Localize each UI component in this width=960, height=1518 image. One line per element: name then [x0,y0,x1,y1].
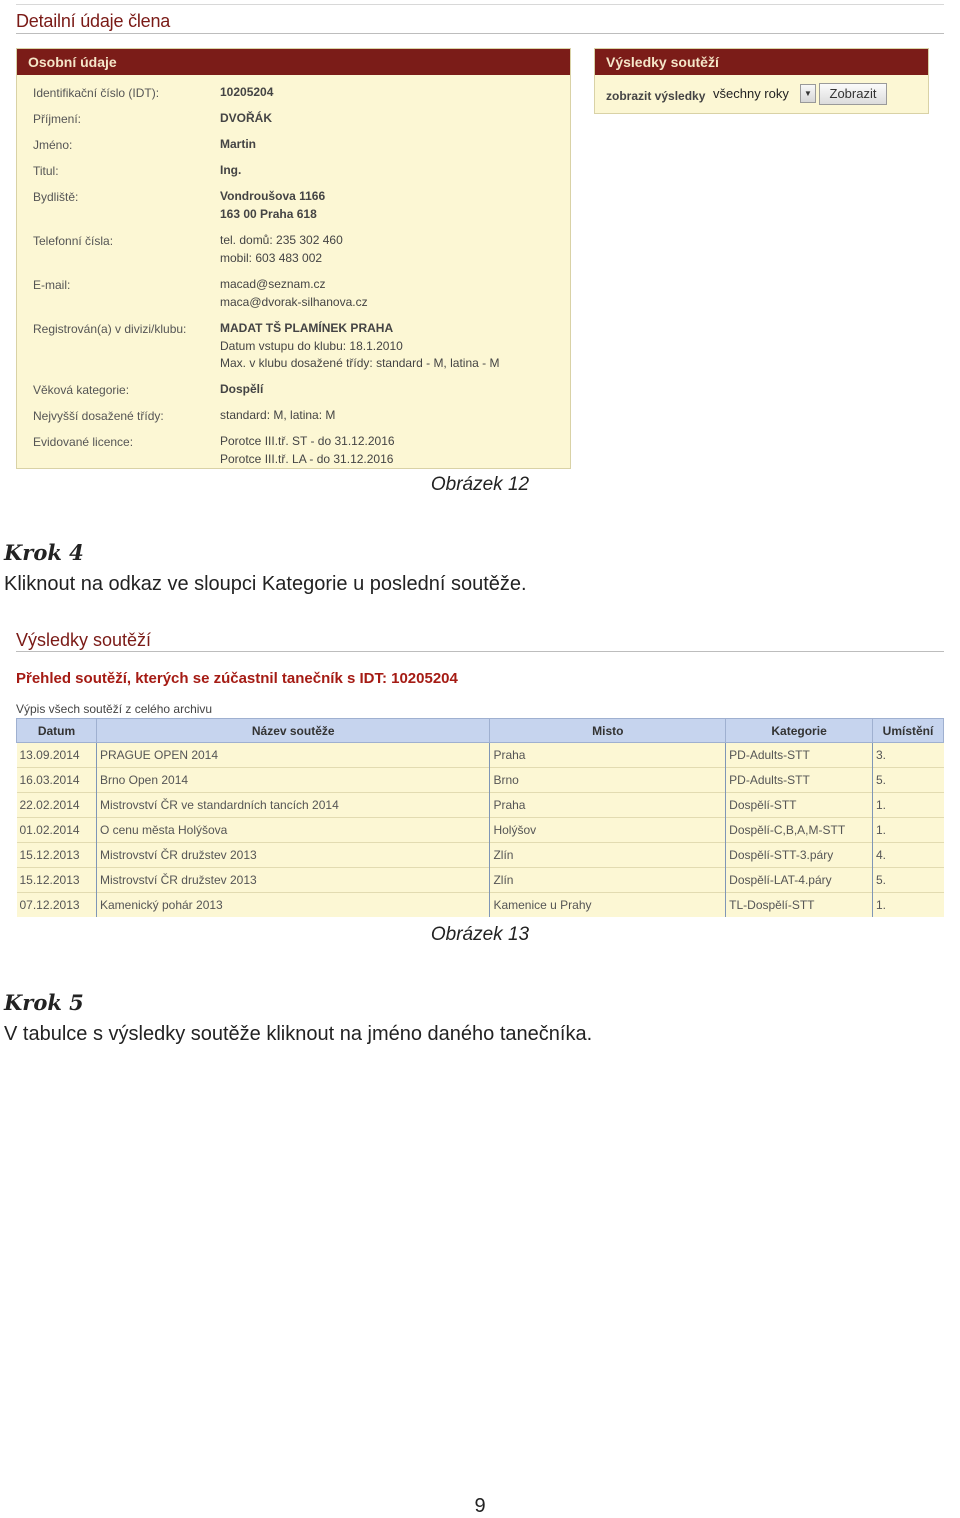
table-row [17,768,944,793]
value-club: MADAT TŠ PLAMÍNEK PRAHA Datum vstupu do klubu: 18.1.2010 Max. v klubu dosažené třídy: standard - M, latina - M [220,321,500,370]
value-firstname: Martin [220,137,256,151]
label-age-category: Věková kategorie: [33,383,130,397]
cell-place: Zlín [490,868,726,893]
page-number: 9 [474,1495,486,1517]
label-firstname: Jméno: [33,138,73,152]
category-link[interactable]: PD-Adults-STT [726,743,873,768]
cell-rank: 1. [873,818,944,843]
col-competition[interactable]: Název soutěže [96,719,489,743]
show-button[interactable]: Zobrazit [819,83,887,105]
cell-competition: Brno Open 2014 [96,768,489,793]
step-5-title: Krok 5 [4,990,84,1015]
col-date[interactable]: Datum [17,719,97,743]
cell-competition: O cenu města Holýšova [96,818,489,843]
value-email: macad@seznam.cz maca@dvorak-silhanova.cz [220,277,368,309]
table-row [17,818,944,843]
cell-competition: Mistrovství ČR družstev 2013 [96,843,489,868]
cell-date: 16.03.2014 [17,768,97,793]
label-email: E-mail: [33,278,71,292]
category-link[interactable]: Dospělí-C,B,A,M-STT [726,818,873,843]
cell-place: Zlín [490,843,726,868]
results-heading: Výsledky soutěží [16,630,152,650]
table-row [17,893,944,918]
value-licences: Porotce III.tř. ST - do 31.12.2016 Porotce III.tř. LA - do 31.12.2016 [220,434,395,466]
cell-competition: Kamenický pohár 2013 [96,893,489,918]
cell-rank: 1. [873,793,944,818]
year-select[interactable] [711,84,816,103]
results-subtitle: Přehled soutěží, kterých se zúčastnil tanečník s IDT: 10205204 [16,670,458,687]
category-link[interactable]: Dospělí-STT [726,793,873,818]
table-row [17,843,944,868]
personal-info-title: Osobní údaje [17,49,570,75]
cell-place: Kamenice u Prahy [490,893,726,918]
cell-place: Holýšov [490,818,726,843]
results-divider [16,651,944,652]
value-surname: DVOŘÁK [220,111,273,125]
step-4-text: Kliknout na odkaz ve sloupci Kategorie u poslední soutěže. [4,573,527,595]
table-row [17,868,944,893]
cell-date: 07.12.2013 [17,893,97,918]
value-age-category: Dospělí [220,382,264,396]
col-place[interactable]: Misto [490,719,726,743]
label-licences: Evidované licence: [33,435,134,449]
top-divider [16,4,944,5]
col-rank[interactable]: Umístění [873,719,944,743]
table-header-row [17,719,944,743]
caption-figure-13: Obrázek 13 [430,924,530,945]
chevron-down-icon[interactable]: ▼ [800,84,816,103]
step-4-title: Krok 4 [4,540,84,565]
col-category[interactable]: Kategorie [726,719,873,743]
value-idt: 10205204 [220,85,274,99]
cell-date: 15.12.2013 [17,868,97,893]
value-classes: standard: M, latina: M [220,408,336,422]
cell-competition: Mistrovství ČR ve standardních tancích 2014 [96,793,489,818]
heading-divider [16,33,944,34]
member-heading: Detailní údaje člena [16,11,171,31]
table-row [17,793,944,818]
cell-place: Praha [490,793,726,818]
cell-competition: PRAGUE OPEN 2014 [96,743,489,768]
label-idt: Identifikační číslo (IDT): [33,86,160,100]
category-link[interactable]: TL-Dospělí-STT [726,893,873,918]
cell-date: 15.12.2013 [17,843,97,868]
label-phones: Telefonní čísla: [33,234,114,248]
cell-rank: 4. [873,843,944,868]
value-address: Vondroušova 1166 163 00 Praha 618 [220,189,326,221]
cell-competition: Mistrovství ČR družstev 2013 [96,868,489,893]
results-table [16,718,944,917]
year-select-value: všechny roky [713,86,789,101]
personal-info-panel [16,48,571,469]
label-address: Bydliště: [33,190,79,204]
value-title: Ing. [220,163,242,177]
category-link[interactable]: Dospělí-LAT-4.páry [726,868,873,893]
category-link[interactable]: PD-Adults-STT [726,768,873,793]
cell-date: 01.02.2014 [17,818,97,843]
category-link[interactable]: Dospělí-STT-3.páry [726,843,873,868]
archive-note: Výpis všech soutěží z celého archivu [16,702,213,716]
cell-date: 13.09.2014 [17,743,97,768]
cell-rank: 1. [873,893,944,918]
value-phones: tel. domů: 235 302 460 mobil: 603 483 002 [220,233,343,265]
cell-rank: 3. [873,743,944,768]
table-row [17,743,944,768]
caption-figure-12: Obrázek 12 [430,474,530,495]
results-panel [594,48,929,114]
cell-date: 22.02.2014 [17,793,97,818]
cell-rank: 5. [873,868,944,893]
results-panel-title: Výsledky soutěží [595,49,928,75]
label-surname: Příjmení: [33,112,82,126]
label-club: Registrován(a) v divizi/klubu: [33,322,187,336]
cell-place: Brno [490,768,726,793]
cell-place: Praha [490,743,726,768]
show-results-label: zobrazit výsledky [606,89,706,103]
cell-rank: 5. [873,768,944,793]
label-title: Titul: [33,164,59,178]
label-classes: Nejvyšší dosažené třídy: [33,409,164,423]
step-5-text: V tabulce s výsledky soutěže kliknout na jméno daného tanečníka. [4,1023,593,1045]
